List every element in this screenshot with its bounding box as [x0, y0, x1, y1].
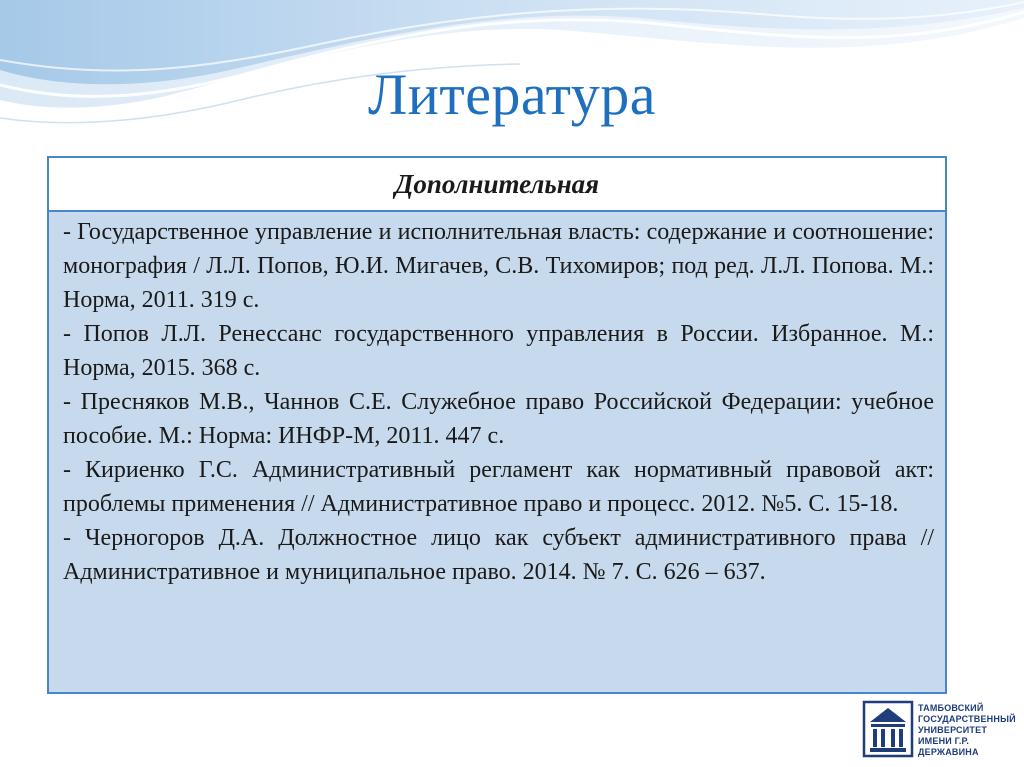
literature-table [47, 156, 947, 694]
reference-item: - Кириенко Г.С. Административный регламент как нормативный правовой акт: проблемы применения // Административное право и процесс. 2012. №5. С. 15-18. [63, 457, 934, 517]
table-body [49, 212, 945, 692]
reference-item: - Пресняков М.В., Чаннов С.Е. Служебное право Российской Федерации: учебное пособие. М.: Норма: ИНФР-М, 2011. 447 с. [63, 389, 934, 449]
reference-item: - Черногоров Д.А. Должностное лицо как субъект административного права // Административное и муниципальное право. 2014. № 7. С. 626 – 637. [63, 525, 934, 585]
reference-item: - Попов Л.Л. Ренессанс государственного управления в России. Избранное. М.: Норма, 2015. 368 с. [63, 321, 934, 381]
logo-line: ТАМБОВСКИЙ [918, 703, 984, 713]
reference-item: - Государственное управление и исполнительная власть: содержание и соотношение: монография / Л.Л. Попов, Ю.И. Мигачев, С.В. Тихомиров; под ред. Л.Л. Попова. М.: Норма, 2011. 319 с. [63, 219, 934, 313]
page-title: Литература [367, 62, 657, 127]
logo-line: УНИВЕРСИТЕТ [918, 725, 988, 735]
logo-line: ИМЕНИ Г.Р. ДЕРЖАВИНА [918, 736, 979, 757]
university-logo-caption [918, 703, 1018, 758]
table-header: Дополнительная [49, 158, 945, 212]
logo-line: ГОСУДАРСТВЕННЫЙ [918, 714, 1016, 724]
